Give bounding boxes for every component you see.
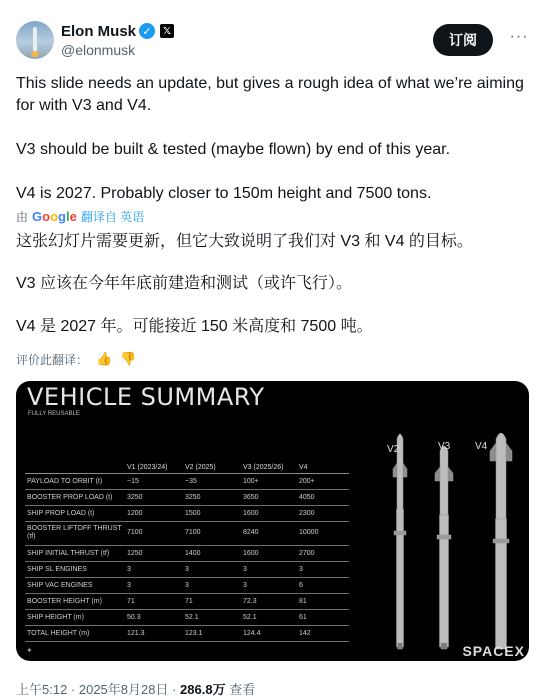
tweet-header bbox=[16, 18, 529, 62]
table-cell: 1400 bbox=[185, 545, 243, 561]
x-affiliate-icon[interactable]: 𝕏 bbox=[160, 24, 174, 38]
view-count: 286.8万 bbox=[180, 682, 226, 697]
table-column-header: V1 (2023/24) bbox=[127, 457, 185, 473]
table-cell: 8240 bbox=[243, 521, 299, 545]
google-logo-letter: G bbox=[32, 208, 43, 224]
table-cell: 10000 bbox=[299, 521, 349, 545]
table-row-label: BOOSTER PROP LOAD (t) bbox=[25, 489, 127, 505]
table-column-header: V4 bbox=[299, 457, 349, 473]
rocket-label-v4: V4 bbox=[475, 441, 488, 452]
avatar[interactable] bbox=[16, 21, 54, 59]
thumb-down-icon[interactable]: 👎 bbox=[120, 351, 137, 366]
translation-attribution bbox=[16, 207, 144, 225]
table-cell: 3650 bbox=[243, 489, 299, 505]
table-cell: 50.3 bbox=[127, 609, 185, 625]
google-logo bbox=[32, 209, 77, 224]
thumb-up-icon[interactable]: 👍 bbox=[96, 351, 113, 366]
table-row-label: PAYLOAD TO ORBIT (t) bbox=[25, 473, 127, 489]
table-row-label: SHIP SL ENGINES bbox=[25, 561, 127, 577]
table-row-label: BOOSTER LIFTOFF THRUST (tf) bbox=[25, 521, 127, 545]
table-cell: 61 bbox=[299, 609, 349, 625]
table-cell: 7100 bbox=[185, 521, 243, 545]
author-name-row[interactable] bbox=[61, 22, 174, 40]
table-cell: 6 bbox=[299, 577, 349, 593]
table-cell: 1600 bbox=[243, 545, 299, 561]
more-options-icon[interactable]: ··· bbox=[509, 28, 529, 45]
table-cell: 52.1 bbox=[185, 609, 243, 625]
table-cell: 3 bbox=[127, 577, 185, 593]
table-cell: 121.3 bbox=[127, 625, 185, 641]
rocket-v2 bbox=[393, 434, 407, 649]
table-cell: ~15 bbox=[127, 473, 185, 489]
tweet-text-paragraph-3: V4 is 2027. Probably closer to 150m height and 7500 tons. bbox=[16, 185, 432, 202]
table-row-label: TOTAL HEIGHT (m) bbox=[25, 625, 127, 641]
translated-from-link[interactable]: 翻译自 英语 bbox=[80, 209, 145, 224]
avatar-rocket bbox=[33, 27, 37, 53]
translation-paragraph-2: V3 应该在今年年底前建造和测试（或许飞行）。 bbox=[16, 275, 353, 292]
rocket-label-v3: V3 bbox=[438, 441, 451, 452]
table-cell: 2700 bbox=[299, 545, 349, 561]
table-cell: ~35 bbox=[185, 473, 243, 489]
table-cell: 100+ bbox=[243, 473, 299, 489]
author-handle[interactable]: @elonmusk bbox=[61, 42, 136, 58]
tweet-meta bbox=[16, 679, 255, 698]
table-cell: 3250 bbox=[185, 489, 243, 505]
rate-translation-row bbox=[16, 350, 136, 368]
google-logo-letter: l bbox=[66, 208, 70, 224]
table-cell: 72.3 bbox=[243, 593, 299, 609]
google-logo-letter: g bbox=[58, 208, 66, 224]
table-cell: 3250 bbox=[127, 489, 185, 505]
table-row-label: SHIP HEIGHT (m) bbox=[25, 609, 127, 625]
translation-paragraph-1: 这张幻灯片需要更新，但它大致说明了我们对 V3 和 V4 的目标。 bbox=[16, 233, 473, 250]
table-cell: 3 bbox=[243, 561, 299, 577]
table-cell: 3 bbox=[243, 577, 299, 593]
table-cell: 1600 bbox=[243, 505, 299, 521]
table-cell: 3 bbox=[185, 577, 243, 593]
table-column-header: V3 (2025/26) bbox=[243, 457, 299, 473]
table-cell: 4050 bbox=[299, 489, 349, 505]
translated-by-label: 由 bbox=[16, 209, 29, 224]
table-cell: 3 bbox=[127, 561, 185, 577]
table-cell: 124.4 bbox=[243, 625, 299, 641]
table-row-label: SHIP PROP LOAD (t) bbox=[25, 505, 127, 521]
subscribe-button[interactable]: 订阅 bbox=[433, 24, 493, 56]
table-cell: 1500 bbox=[185, 505, 243, 521]
table-row-label: SHIP INITIAL THRUST (tf) bbox=[25, 545, 127, 561]
google-logo-letter: o bbox=[42, 208, 51, 224]
tweet-text-paragraph-1: This slide needs an update, but gives a rough idea of what we’re aiming for with V3 and V4. bbox=[16, 75, 524, 114]
table-column-header: V2 (2025) bbox=[185, 457, 243, 473]
slide-brand-watermark: SPACEX bbox=[462, 643, 525, 659]
tweet-text-paragraph-2: V3 should be built & tested (maybe flown) by end of this year. bbox=[16, 141, 451, 158]
rocket-illustrations bbox=[16, 381, 529, 661]
table-row-label: SHIP VAC ENGINES bbox=[25, 577, 127, 593]
table-cell: 52.1 bbox=[243, 609, 299, 625]
table-cell: 71 bbox=[185, 593, 243, 609]
verified-icon[interactable]: ✓ bbox=[139, 23, 155, 39]
slide-title: VEHICLE SUMMARY bbox=[27, 383, 265, 411]
view-count-label: 查看 bbox=[225, 682, 256, 697]
table-cell: 1200 bbox=[127, 505, 185, 521]
avatar-flame bbox=[31, 51, 39, 57]
translation-paragraph-3: V4 是 2027 年。可能接近 150 米高度和 7500 吨。 bbox=[16, 318, 373, 335]
table-cell: 2300 bbox=[299, 505, 349, 521]
table-cell: 7100 bbox=[127, 521, 185, 545]
table-cell: 1250 bbox=[127, 545, 185, 561]
google-logo-letter: e bbox=[69, 208, 77, 224]
rocket-v4 bbox=[490, 433, 512, 649]
table-cell: 3 bbox=[299, 561, 349, 577]
slide-corner-mark: ✦ bbox=[26, 646, 33, 655]
table-cell: 81 bbox=[299, 593, 349, 609]
table-cell: 3 bbox=[185, 561, 243, 577]
table-cell: 200+ bbox=[299, 473, 349, 489]
table-cell: 142 bbox=[299, 625, 349, 641]
table-cell: 123.1 bbox=[185, 625, 243, 641]
author-name[interactable]: Elon Musk bbox=[61, 22, 137, 40]
tweet-image-vehicle-summary[interactable] bbox=[16, 381, 529, 661]
table-cell: 71 bbox=[127, 593, 185, 609]
rocket-v3 bbox=[435, 446, 453, 649]
slide-subtitle: FULLY REUSABLE bbox=[28, 411, 80, 417]
tweet-timestamp[interactable]: 上午5:12 · 2025年8月28日 · bbox=[16, 682, 181, 697]
table-row-label: BOOSTER HEIGHT (m) bbox=[25, 593, 127, 609]
rate-translation-label: 评价此翻译： bbox=[16, 352, 89, 367]
rocket-label-v2: V2 bbox=[387, 444, 400, 455]
google-logo-letter: o bbox=[50, 208, 59, 224]
